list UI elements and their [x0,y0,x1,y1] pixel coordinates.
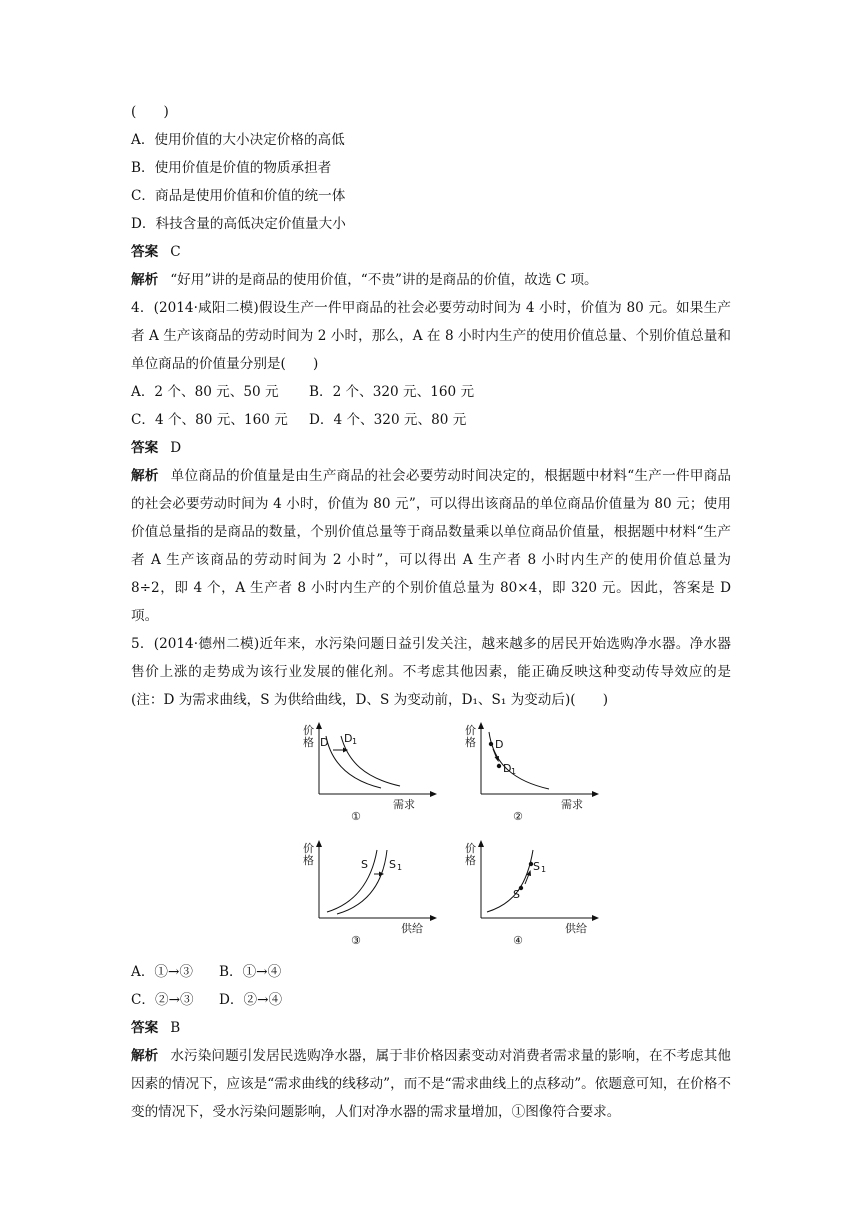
answer-label: 答案 [131,1020,159,1036]
q4-options-row-1 [131,378,731,406]
analysis-label: 解析 [131,272,159,288]
q4-option-a: A．2 个、80 元、50 元 [131,384,279,400]
q3-answer [131,238,731,266]
q5-options-row-2 [131,986,731,1014]
q5-option-a: A．①→③ [131,964,193,980]
label-D1-sub: 1 [352,737,358,746]
q5-analysis [131,1042,731,1126]
q3-option-a: A．使用价值的大小决定价格的高低 [131,132,345,148]
analysis-text: 单位商品的价值量是由生产商品的社会必要劳动时间决定的，根据题中材料“生产一件甲商品的社会必要劳动时间为 4 小时，价值为 80 元”，可以得出该商品的单位商品价值量为 80 元；使用价值总量指的是商品的数量，个别价值总量等于商品数量乘以单位商品价值量，根据题中材料“生产者 A 生产该商品的劳动时间为 2 小时”，可以得出 A 生产者 8 小时内生产的使用价值总量为 8÷2，即 4 个，A 生产者 8 小时内生产的个别价值总量为 80×4，即 320 元。因此，答案是 D 项。 [131,468,731,624]
label-S1-sub: 1 [541,865,547,874]
x-label-demand: 需求 [393,798,415,811]
label-D: D [495,738,504,751]
q3-analysis [131,266,731,294]
graph-3-svg [293,840,443,950]
q3-option-d: D．科技含量的高低决定价值量大小 [131,216,346,232]
document-page [131,98,731,1126]
analysis-label: 解析 [131,1048,159,1064]
graph-1-demand-shift [293,722,443,842]
q4-option-d: D．4 个、320 元、80 元 [309,412,467,428]
q4-stem: 4．(2014·咸阳二模)假设生产一件甲商品的社会必要劳动时间为 4 小时，价值为 80 元。如果生产者 A 生产该商品的劳动时间为 2 小时，那么，A 在 8 小时内生产的使用价值总量、个别价值总量和单位商品的价值量分别是( ) [131,300,731,372]
y-label-1: 价 [465,724,476,737]
graph-4-supply-movement [461,840,611,960]
q3-option-b: B．使用价值是价值的物质承担者 [131,160,332,176]
q5-option-b: B．①→④ [219,964,282,980]
y-label-2: 格 [465,854,476,867]
label-D1-sub: 1 [511,767,517,776]
answer-value: D [170,440,182,456]
answer-value: B [170,1020,181,1036]
label-S1: S [389,858,396,871]
q4-option-b: B．2 个、320 元、160 元 [309,384,475,400]
label-S: S [513,888,520,901]
label-S1: S [533,860,540,873]
y-label-1: 价 [303,842,314,855]
y-label-1: 价 [465,842,476,855]
graph-2-demand-movement [461,722,611,842]
q5-graphs [131,714,731,958]
graph-3-supply-shift [293,840,443,960]
label-D: D [320,736,329,749]
x-label-supply: 供给 [565,922,587,935]
graph-2-svg [461,722,611,832]
graph-1-svg [293,722,443,832]
x-label-demand: 需求 [561,798,583,811]
q5-options-row-1 [131,958,731,986]
caption-3: ③ [351,934,361,947]
q5-answer [131,1014,731,1042]
q3-paren: ( ) [131,104,169,120]
q4-answer [131,434,731,462]
q4-option-c: C．4 个、80 元、160 元 [131,412,288,428]
y-label-2: 格 [303,736,314,749]
label-S1-sub: 1 [397,863,403,872]
caption-4: ④ [513,934,523,947]
label-S: S [361,858,368,871]
answer-label: 答案 [131,440,159,456]
caption-1: ① [351,810,361,823]
analysis-label: 解析 [131,468,159,484]
analysis-text: 水污染问题引发居民选购净水器，属于非价格因素变动对消费者需求量的影响，在不考虑其他因素的情况下，应该是“需求曲线的线移动”，而不是“需求曲线上的点移动”。依题意可知，在价格不变的情况下，受水污染问题影响，人们对净水器的需求量增加，①图像符合要求。 [131,1048,732,1120]
y-label-1: 价 [303,724,314,737]
y-label-2: 格 [303,854,314,867]
answer-value: C [170,244,181,260]
q4-analysis [131,462,731,630]
y-label-2: 格 [465,736,476,749]
q4-options-row-2 [131,406,731,434]
q5-stem: 5．(2014·德州二模)近年来，水污染问题日益引发关注，越来越多的居民开始选购净水器。净水器售价上涨的走势成为该行业发展的催化剂。不考虑其他因素，能正确反映这种变动传导效应的是(注：D 为需求曲线，S 为供给曲线，D、S 为变动前，D₁、S₁ 为变动后)( ) [131,636,731,708]
q5-option-c: C．②→③ [131,992,194,1008]
analysis-text: “好用”讲的是商品的使用价值，“不贵”讲的是商品的价值，故选 C 项。 [170,272,598,288]
x-label-supply: 供给 [401,922,423,935]
graph-4-svg [461,840,611,950]
q5-option-d: D．②→④ [219,992,283,1008]
caption-2: ② [513,810,523,823]
label-D1: D [503,762,512,775]
q3-option-c: C．商品是使用价值和价值的统一体 [131,188,346,204]
answer-label: 答案 [131,244,159,260]
label-D1: D [344,732,353,745]
